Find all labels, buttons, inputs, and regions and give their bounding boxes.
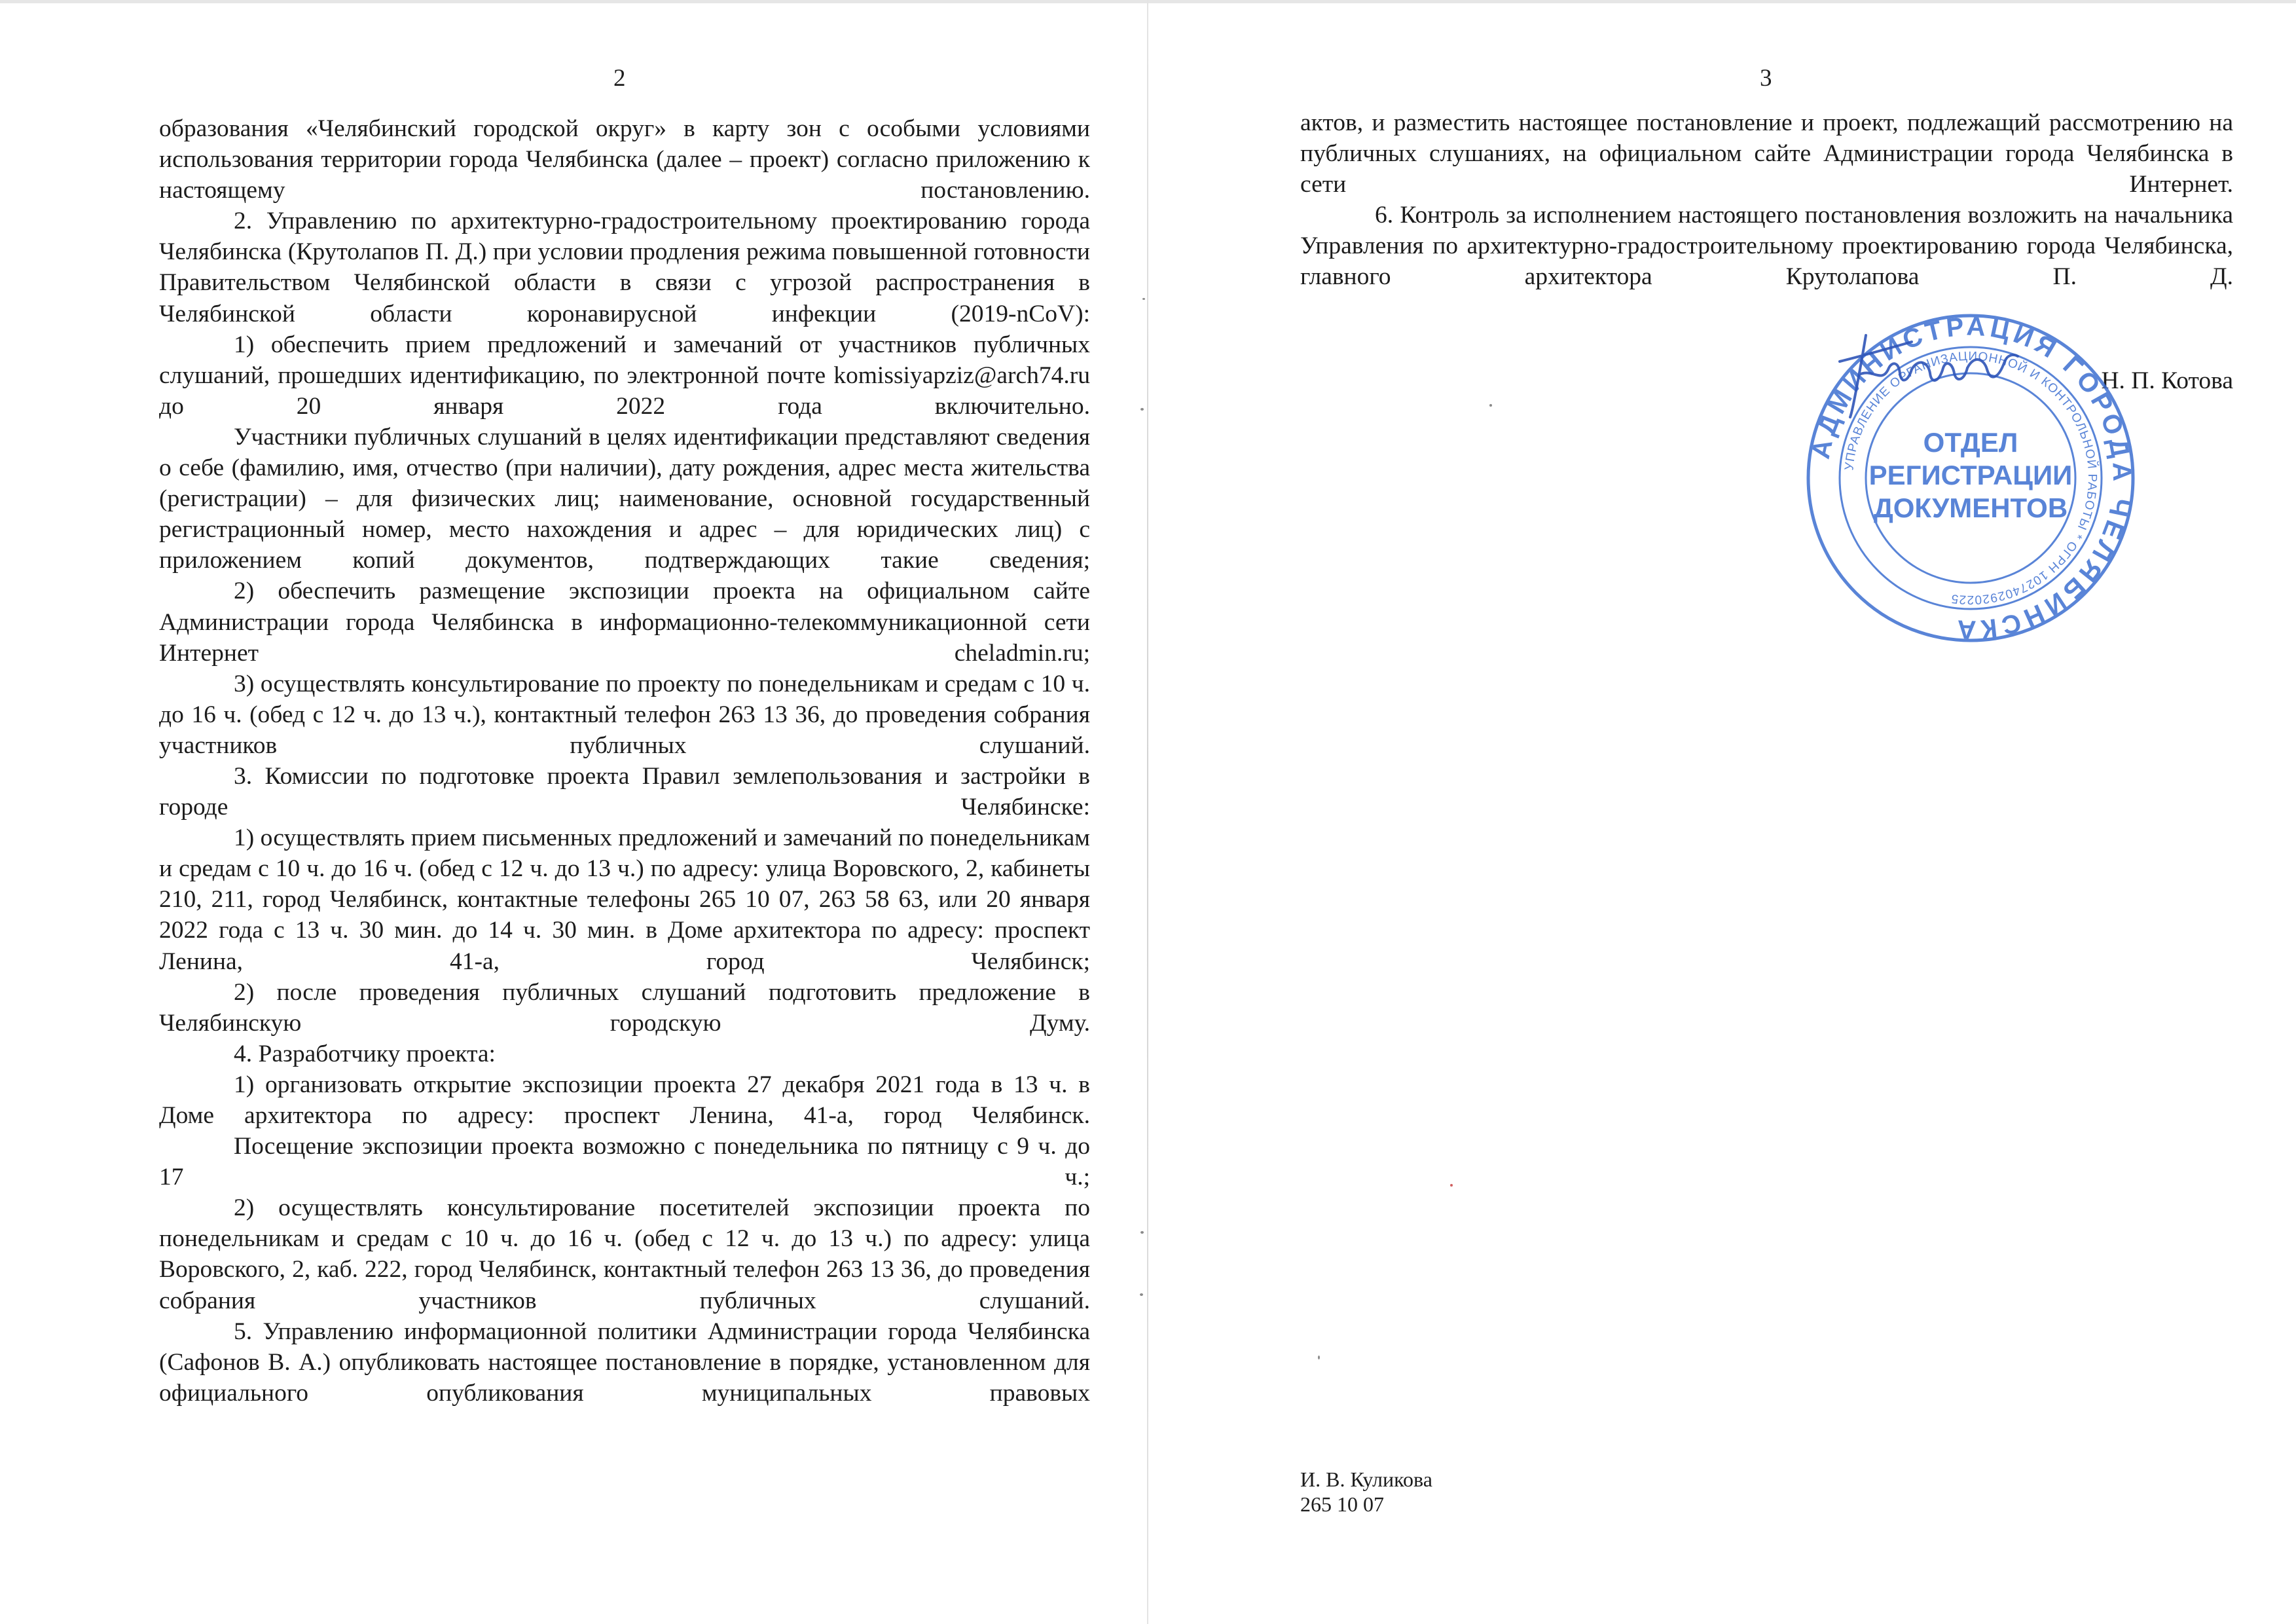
paragraph: 1) обеспечить прием предложений и замечаний от участников публичных слушаний, прошедших идентификацию, по электронной почте komissiyapziz@arch74.ru до 20 января 2022 года включительно.: [159, 331, 1090, 420]
page-number: 3: [1760, 65, 1772, 92]
page-3: [1148, 0, 2296, 1624]
paragraph: актов, и разместить настоящее постановление и проект, подлежащий рассмотрению на публичных слушаниях, на официальном сайте Администрации города Челябинска в сети Интернет.: [1300, 109, 2233, 198]
executor-block: [1300, 1467, 1432, 1517]
paragraph: 3. Комиссии по подготовке проекта Правил землепользования и застройки в городе Челябинске:: [159, 762, 1090, 821]
stamp-center-line: РЕГИСТРАЦИИ: [1868, 460, 2073, 490]
paragraph: 1) осуществлять прием письменных предложений и замечаний по понедельникам и средам с 10 ч. до 16 ч. (обед с 12 ч. до 13 ч.) по адресу: улица Воровского, 2, кабинеты 210, 211, город Челябинск, контактные телефоны 265 10 07, 263 58 63, или 20 января 2022 года с 13 ч. 30 мин. до 14 ч. 30 мин. в Доме архитектора по адресу: проспект Ленина, 41-а, город Челябинск;: [159, 824, 1090, 975]
body-text: [159, 113, 1090, 1409]
executor-name: И. В. Куликова: [1300, 1467, 1432, 1491]
paragraph: 2) после проведения публичных слушаний подготовить предложение в Челябинскую городскую Думу.: [159, 978, 1090, 1037]
paragraph: образования «Челябинский городской округ» в карту зон с особыми условиями использования территории города Челябинска (далее – проект) согласно приложению к настоящему постановлению.: [159, 115, 1090, 204]
scan-speck: [1318, 1356, 1320, 1359]
stamp-center-line: ДОКУМЕНТОВ: [1873, 492, 2068, 523]
scan-speck: [1140, 1231, 1144, 1234]
page-2: [0, 0, 1147, 1624]
scan-speck: [1142, 298, 1145, 300]
paragraph: 3) осуществлять консультирование по проекту по понедельникам и средам с 10 ч. до 16 ч. (обед с 12 ч. до 13 ч.), контактный телефон 263 13 36, до проведения собрания участников публичных слушаний.: [159, 670, 1090, 759]
scan-speck: [1450, 1184, 1453, 1187]
page-number: 2: [613, 65, 626, 92]
paragraph: Посещение экспозиции проекта возможно с понедельника по пятницу с 9 ч. до 17 ч.;: [159, 1133, 1090, 1191]
paragraph: 4. Разработчику проекта:: [234, 1040, 496, 1067]
paragraph: 6. Контроль за исполнением настоящего постановления возложить на начальника Управления по архитектурно-градостроительному проектированию города Челябинска, главного архитектора Крутолапова П. Д.: [1300, 202, 2233, 291]
scan-speck: [1140, 1293, 1143, 1296]
paragraph: 2. Управлению по архитектурно-градостроительному проектированию города Челябинска (Крутолапов П. Д.) при условии продления режима повышенной готовности Правительством Челябинской области в связи с угрозой распространения в Челябинской области коронавирусной инфекции (2019-nCoV):: [159, 208, 1090, 327]
body-text: [1300, 107, 2233, 293]
scan-speck: [1489, 404, 1492, 407]
stamp-outer-text: АДМИНИСТРАЦИЯ ГОРОДА ЧЕЛЯБИНСКА: [1806, 312, 2137, 644]
handwritten-signature: [1827, 322, 2023, 420]
paragraph: 1) организовать открытие экспозиции проекта 27 декабря 2021 года в 13 ч. в Доме архитектора по адресу: проспект Ленина, 41-а, город Челябинск.: [159, 1071, 1090, 1129]
executor-phone: 265 10 07: [1300, 1492, 1384, 1516]
signatory-name: Н. П. Котова: [2101, 367, 2233, 394]
paragraph: 5. Управлению информационной политики Администрации города Челябинска (Сафонов В. А.) опубликовать настоящее постановление в порядке, установленном для официального опубликования муниципальных правовых: [159, 1318, 1090, 1407]
paragraph: 2) осуществлять консультирование посетителей экспозиции проекта по понедельникам и средам с 10 ч. до 16 ч. (обед с 12 ч. до 13 ч.) по адресу: улица Воровского, 2, каб. 222, город Челябинск, контактный телефон 263 13 36, до проведения собрания участников публичных слушаний.: [159, 1194, 1090, 1314]
stamp-center-line: ОТДЕЛ: [1923, 427, 2018, 458]
stamp-inner-text: УПРАВЛЕНИЕ ОРГАНИЗАЦИОННОЙ И КОНТРОЛЬНОЙ РАБОТЫ * ОГРН 1027402920225: [1842, 349, 2100, 607]
paragraph: 2) обеспечить размещение экспозиции проекта на официальном сайте Администрации города Челябинска в информационно-телекоммуникационной сети Интернет cheladmin.ru;: [159, 578, 1090, 667]
paragraph: Участники публичных слушаний в целях идентификации представляют сведения о себе (фамилию, имя, отчество (при наличии), дату рождения, адрес места жительства (регистрации) – для физических лиц; наименование, основной государственный регистрационный номер, место нахождения и адрес – для юридических лиц) с приложением копий документов, подтверждающих такие сведения;: [159, 423, 1090, 574]
scan-speck: [1140, 408, 1144, 411]
